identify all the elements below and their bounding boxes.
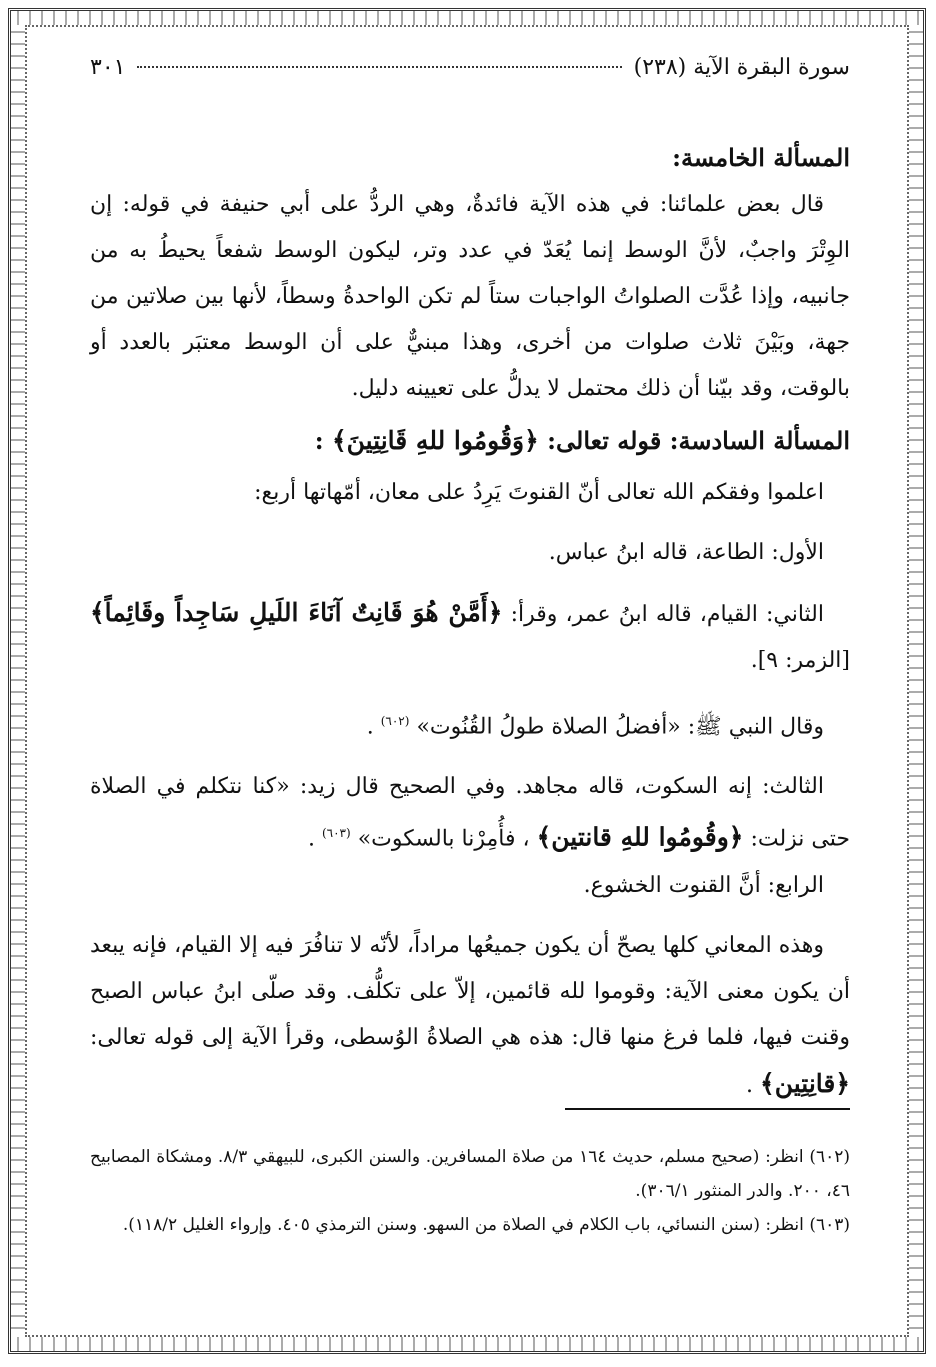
footnote-text: انظر: (سنن النسائي، باب الكلام في الصلاة من السهو. وسنن الترمذي ٤٠٥. وإرواء الغليل ١١٨/٢). bbox=[122, 1215, 804, 1235]
border-ornament-top bbox=[11, 11, 923, 25]
footnote-text: انظر: (صحيح مسلم، حديث ١٦٤ من صلاة المسافرين. والسنن الكبرى، للبيهقي ٨/٣. ومشكاة المصابيح ٤٦، ٢٠٠. والدر المنثور ٣٠٦/١). bbox=[90, 1147, 850, 1201]
meaning-second-verse: ﴿أَمَّنْ هُوَ قَانِتٌ آنَاءَ اللَيلِ سَاجِداً وقَائِماً﴾ bbox=[90, 598, 503, 627]
footnote-602 bbox=[90, 1140, 850, 1208]
meaning-second-ref: [الزمر: ٩]. bbox=[750, 648, 850, 673]
meaning-second-text: الثاني: القيام، قاله ابنُ عمر، وقرأ: bbox=[510, 602, 824, 627]
footnote-ref-603: (٦٠٣) bbox=[321, 826, 351, 841]
section5-paragraph: قال بعض علمائنا: في هذه الآية فائدةٌ، وهي الردُّ على أبي حنيفة في قوله: إن الوِتْرَ واجبٌ، لأنَّ الوسط إنما يُعَدّ في عدد وتر، ليكون الوسط شفعاً يحيطُ به من جانبيه، وإذا عُدَّت الصلواتُ الواجبات ستاً لم تكن الواحدةُ وسطاً، لأنها بين صلاتين من جهة، وبَيْنَ ثلاث صلوات من أخرى، وهذا مبنيٌّ على أن الوسط معتبَر بالعدد أو بالوقت، وقد بيّنا أن ذلك محتمل لا يدلُّ على تعيينه دليل. bbox=[90, 192, 850, 401]
meanings-intro: اعلموا وفقكم الله تعالى أنّ القنوتَ يَرِدُ على معان، أمّهاتها أربع: bbox=[254, 480, 824, 505]
section5-heading: المسألة الخامسة: bbox=[672, 143, 850, 172]
hadith-text: وقال النبي ﷺ: «أفضلُ الصلاة طولُ القُنُوت» bbox=[416, 714, 824, 740]
meaning-third-text: الثالث: إنه السكوت، قاله مجاهد. وفي الصحيح قال زيد: «كنا نتكلم في الصلاة حتى نزلت: bbox=[90, 774, 850, 852]
footnotes bbox=[90, 1140, 850, 1242]
footnote-number: (٦٠٢) bbox=[809, 1147, 850, 1167]
sura-title: سورة البقرة الآية (٢٣٨) bbox=[633, 55, 850, 80]
section6-heading bbox=[90, 418, 850, 464]
section6-heading-verse: ﴿وَقُومُوا للهِ قَانِتِينَ﴾ bbox=[331, 426, 539, 455]
page-number: ٣٠١ bbox=[90, 55, 126, 80]
footnote-603 bbox=[90, 1208, 850, 1242]
hadith-end: . bbox=[366, 714, 374, 740]
closing-end: . bbox=[746, 1072, 754, 1098]
border-ornament-bottom bbox=[11, 1337, 923, 1351]
meaning-third-end: . bbox=[307, 826, 315, 852]
hadith-line bbox=[90, 698, 850, 750]
footnote-ref-602: (٦٠٢) bbox=[380, 714, 410, 728]
meaning-third bbox=[90, 764, 850, 862]
footnote-separator bbox=[565, 1108, 850, 1110]
meaning-third-verse: ﴿وقُومُوا للهِ قانتين﴾ bbox=[536, 822, 744, 852]
meaning-first: الأول: الطاعة، قاله ابنُ عباس. bbox=[548, 540, 824, 565]
section6-heading-prefix: المسألة السادسة: قوله تعالى: bbox=[547, 426, 850, 455]
page-body bbox=[90, 55, 850, 1109]
border-ornament-left bbox=[11, 25, 25, 1337]
closing-text: وهذه المعاني كلها يصحّ أن يكون جميعُها مراداً، لأنّه لا تنافُرَ فيه إلا القيام، فإنه يبعد أن يكون معنى الآية: وقوموا لله قائمين، إلاّ على تكلُّف. وقد صلّى ابنُ عباس الصبح وقنت فيها، فلما فرغ منها قال: هذه هي الصلاةُ الوُسطى، وقرأ الآية إلى قوله تعالى: bbox=[90, 932, 850, 1050]
closing-verse: ﴿قانِتِين﴾ bbox=[760, 1068, 850, 1098]
meaning-fourth: الرابع: أنَّ القنوت الخشوع. bbox=[583, 872, 824, 898]
border-ornament-right bbox=[909, 25, 923, 1337]
running-header bbox=[90, 55, 850, 99]
meaning-third-suffix: ، فأُمِرْنا بالسكوت» bbox=[357, 826, 530, 852]
section6-heading-suffix: : bbox=[314, 426, 324, 455]
header-leader-dots bbox=[137, 66, 621, 68]
footnote-number: (٦٠٣) bbox=[809, 1215, 850, 1235]
meaning-second bbox=[90, 590, 850, 684]
closing-paragraph bbox=[90, 923, 850, 1109]
